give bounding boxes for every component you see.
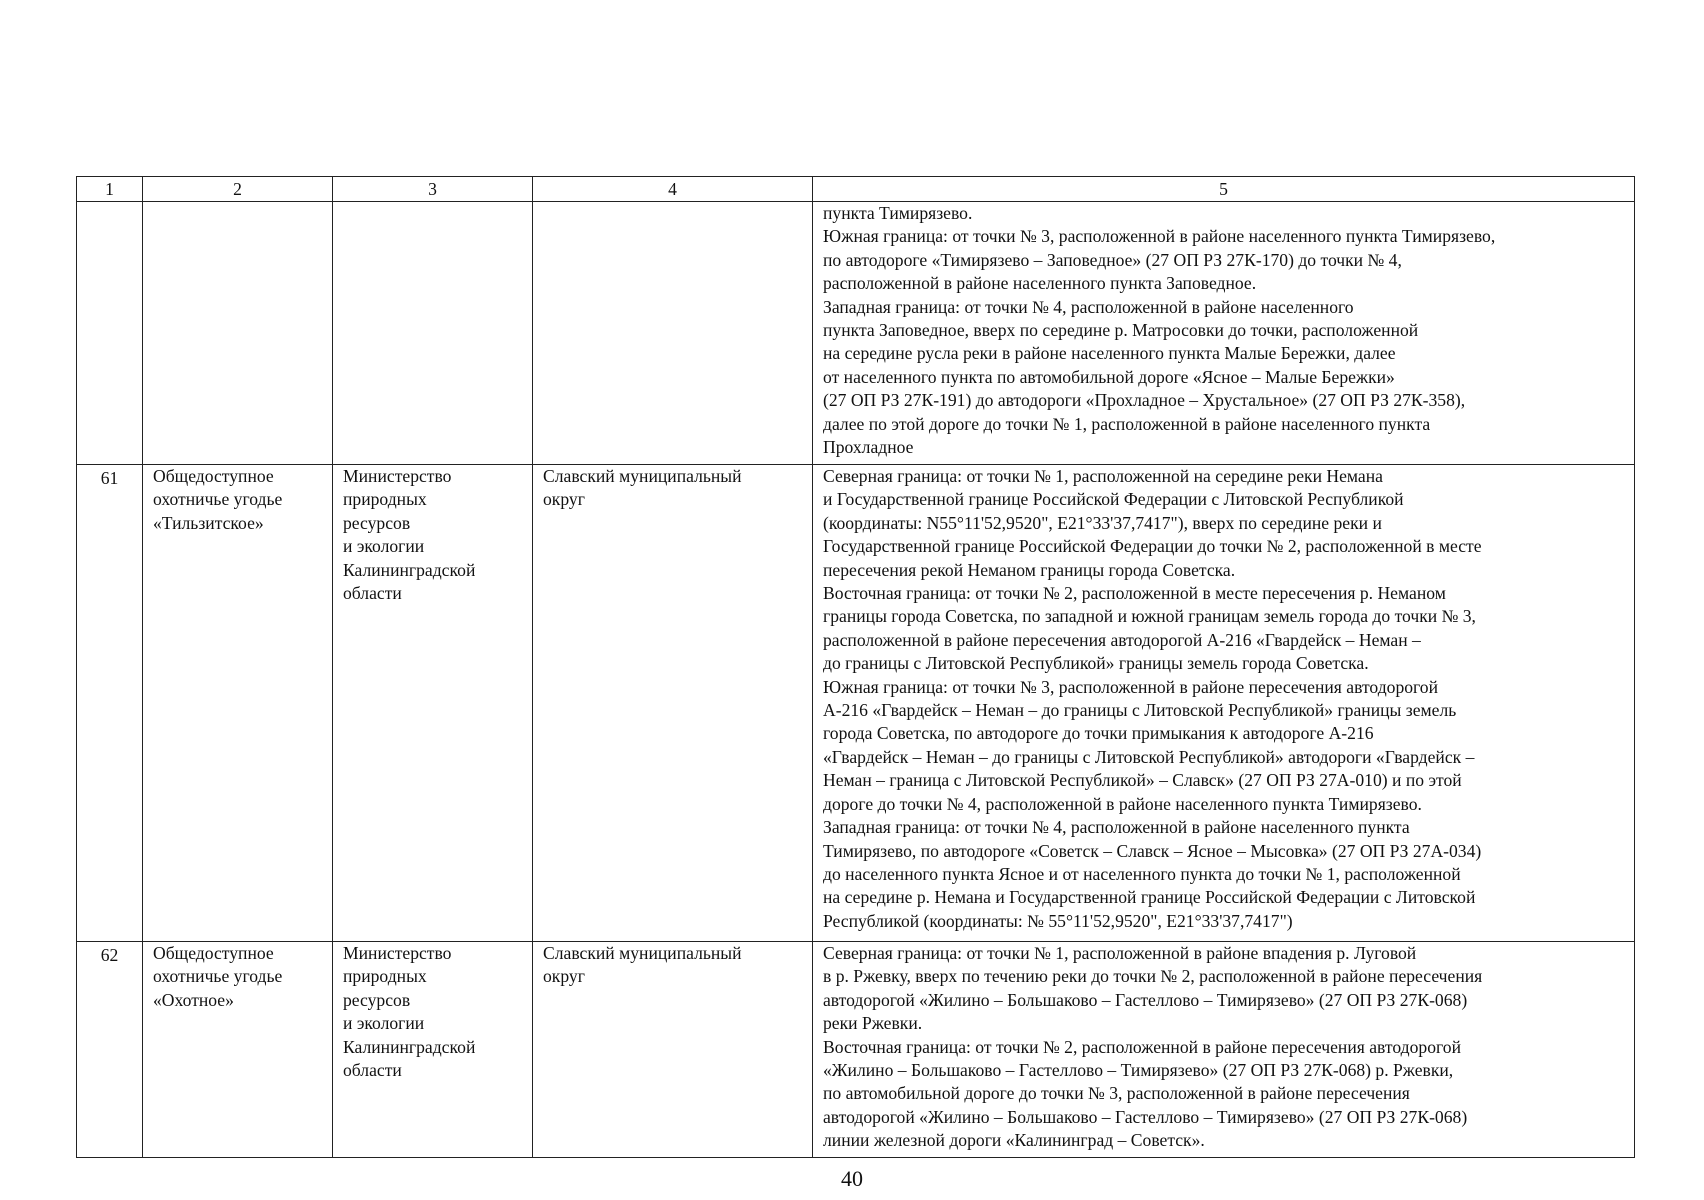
responsible-ministry-cell — [333, 202, 533, 465]
boundary-description-line: до населенного пункта Ясное и от населенного пункта до точки № 1, расположенной — [823, 863, 1461, 884]
boundary-description-cell — [813, 465, 1635, 942]
municipal-district-cell — [533, 202, 813, 465]
boundary-description-line: расположенной в районе населенного пункта Заповедное. — [823, 273, 1257, 294]
boundary-description-line: от населенного пункта по автомобильной дороге «Ясное – Малые Бережки» — [823, 366, 1395, 387]
responsible-ministry-line: области — [343, 583, 402, 604]
responsible-ministry-line: Министерство — [343, 466, 452, 486]
boundary-description-line: Западная граница: от точки № 4, расположенной в районе населенного пункта — [823, 817, 1410, 838]
boundary-description-line: (координаты: N55°11'52,9520", E21°33'37,7417"), вверх по середине реки и — [823, 512, 1382, 533]
boundary-description-line: (27 ОП РЗ 27К-191) до автодороги «Прохладное – Хрустальное» (27 ОП РЗ 27К-358), — [823, 390, 1466, 411]
boundary-description-line: Государственной границе Российской Федерации до точки № 2, расположенной в месте — [823, 536, 1482, 557]
responsible-ministry-line: области — [343, 1060, 402, 1081]
boundary-description-line: Неман – граница с Литовской Республикой» – Славск» (27 ОП РЗ 27А-010) и по этой — [823, 770, 1462, 791]
boundary-description-line: Восточная граница: от точки № 2, расположенной в месте пересечения р. Неманом — [823, 583, 1446, 604]
boundary-description-line: дороге до точки № 4, расположенной в районе населенного пункта Тимирязево. — [823, 793, 1422, 814]
responsible-ministry-line: и экологии — [343, 1013, 425, 1034]
boundary-description-line: «Жилино – Большаково – Гастеллово – Тимирязево» (27 ОП РЗ 27К-068) р. Ржевки, — [823, 1060, 1454, 1081]
table-header-row — [77, 177, 1635, 202]
municipal-district-line: округ — [543, 489, 585, 510]
hunting-ground-name-cell — [143, 202, 333, 465]
boundary-description-line: и Государственной границе Российской Федерации с Литовской Республикой — [823, 489, 1404, 510]
municipal-district-cell — [533, 465, 813, 942]
boundary-description-line: пункта Тимирязево. — [823, 203, 973, 223]
boundary-description-line: Восточная граница: от точки № 2, расположенной в районе пересечения автодорогой — [823, 1036, 1461, 1057]
responsible-ministry-line: природных — [343, 966, 427, 987]
responsible-ministry-cell — [333, 465, 533, 942]
boundary-description-line: Прохладное — [823, 437, 914, 458]
table-row — [77, 942, 1635, 1158]
boundary-description-line: реки Ржевки. — [823, 1013, 923, 1034]
municipal-district-line: округ — [543, 966, 585, 987]
responsible-ministry-line: ресурсов — [343, 989, 411, 1010]
boundary-description-line: А-216 «Гвардейск – Неман – до границы с Литовской Республикой» границы земель — [823, 700, 1457, 721]
municipal-district-line: Славский муниципальный — [543, 943, 742, 963]
boundary-description-cell — [813, 202, 1635, 465]
boundary-description-line: далее по этой дороге до точки № 1, расположенной в районе населенного пункта — [823, 413, 1431, 434]
column-header-4: 4 — [533, 177, 813, 202]
table-row — [77, 465, 1635, 942]
boundary-description-line: до границы с Литовской Республикой» границы земель города Советска. — [823, 653, 1369, 674]
row-number: 61 — [77, 465, 143, 942]
page-number: 40 — [841, 1166, 863, 1191]
municipal-district-cell — [533, 942, 813, 1158]
hunting-ground-name-line: «Тильзитское» — [153, 512, 264, 533]
boundary-description-line: Северная граница: от точки № 1, расположенной в районе впадения р. Луговой — [823, 943, 1417, 963]
responsible-ministry-line: Министерство — [343, 943, 452, 963]
table-row — [77, 202, 1635, 465]
boundary-description-line: Южная граница: от точки № 3, расположенной в районе пересечения автодорогой — [823, 676, 1439, 697]
boundary-description-line: на середине русла реки в районе населенного пункта Малые Бережки, далее — [823, 343, 1396, 364]
boundary-description-line: «Гвардейск – Неман – до границы с Литовской Республикой» автодороги «Гвардейск – — [823, 746, 1475, 767]
hunting-ground-name-line: охотничье угодье — [153, 966, 283, 987]
column-header-2: 2 — [143, 177, 333, 202]
boundary-description-line: Республикой (координаты: № 55°11'52,9520", E21°33'37,7417") — [823, 910, 1293, 931]
column-header-1: 1 — [77, 177, 143, 202]
boundary-description-line: в р. Ржевку, вверх по течению реки до точки № 2, расположенной в районе пересечения — [823, 966, 1483, 987]
responsible-ministry-line: природных — [343, 489, 427, 510]
boundary-description-cell — [813, 942, 1635, 1158]
responsible-ministry-line: Калининградской — [343, 1036, 476, 1057]
boundary-description-line: на середине р. Немана и Государственной границе Российской Федерации с Литовской — [823, 887, 1476, 908]
hunting-ground-name-line: Общедоступное — [153, 943, 274, 963]
boundary-description-line: автодорогой «Жилино – Большаково – Гастеллово – Тимирязево» (27 ОП РЗ 27К-068) — [823, 1106, 1468, 1127]
boundary-description-line: Северная граница: от точки № 1, расположенной на середине реки Немана — [823, 466, 1383, 486]
hunting-ground-name-cell — [143, 465, 333, 942]
boundary-description-line: автодорогой «Жилино – Большаково – Гастеллово – Тимирязево» (27 ОП РЗ 27К-068) — [823, 989, 1468, 1010]
responsible-ministry-line: и экологии — [343, 536, 425, 557]
column-header-3: 3 — [333, 177, 533, 202]
boundary-description-line: по автодороге «Тимирязево – Заповедное» (27 ОП РЗ 27К-170) до точки № 4, — [823, 249, 1402, 270]
municipal-district-line: Славский муниципальный — [543, 466, 742, 486]
boundary-description-line: города Советска, по автодороге до точки примыкания к автодороге А-216 — [823, 723, 1374, 744]
column-header-5: 5 — [813, 177, 1635, 202]
boundary-description-line: по автомобильной дороге до точки № 3, расположенной в районе пересечения — [823, 1083, 1410, 1104]
hunting-ground-name-cell — [143, 942, 333, 1158]
responsible-ministry-line: ресурсов — [343, 512, 411, 533]
boundary-description-line: границы города Советска, по западной и южной границам земель города до точки № 3, — [823, 606, 1476, 627]
boundary-description-line: расположенной в районе пересечения автодорогой А-216 «Гвардейск – Неман – — [823, 629, 1421, 650]
boundary-description-line: линии железной дороги «Калининград – Советск». — [823, 1130, 1205, 1151]
boundary-description-line: Западная граница: от точки № 4, расположенной в районе населенного — [823, 296, 1354, 317]
responsible-ministry-cell — [333, 942, 533, 1158]
boundary-description-line: пункта Заповедное, вверх по середине р. Матросовки до точки, расположенной — [823, 320, 1419, 341]
row-number: 62 — [77, 942, 143, 1158]
row-number — [77, 202, 143, 465]
boundaries-table — [76, 176, 1635, 1158]
boundary-description-line: Южная граница: от точки № 3, расположенной в районе населенного пункта Тимирязево, — [823, 226, 1496, 247]
responsible-ministry-line: Калининградской — [343, 559, 476, 580]
boundary-description-line: пересечения рекой Неманом границы города Советска. — [823, 559, 1236, 580]
hunting-ground-name-line: Общедоступное — [153, 466, 274, 486]
hunting-ground-name-line: «Охотное» — [153, 989, 234, 1010]
hunting-ground-name-line: охотничье угодье — [153, 489, 283, 510]
boundary-description-line: Тимирязево, по автодороге «Советск – Славск – Ясное – Мысовка» (27 ОП РЗ 27А-034) — [823, 840, 1482, 861]
